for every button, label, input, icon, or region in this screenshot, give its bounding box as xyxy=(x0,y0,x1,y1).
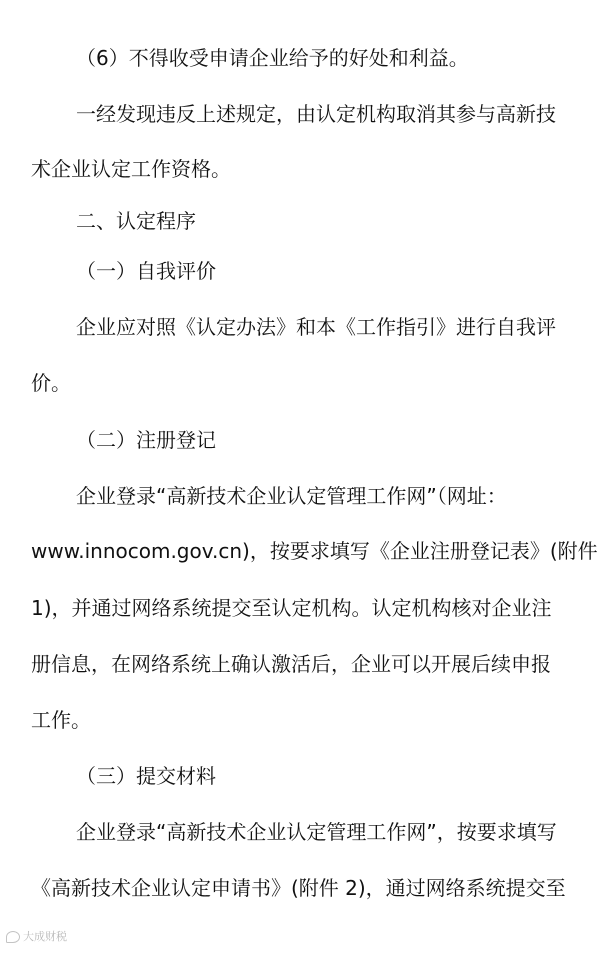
text-line: 册信息，在网络系统上确认激活后，企业可以开展后续申报 xyxy=(31,652,551,676)
text-line: 术企业认定工作资格。 xyxy=(31,157,231,181)
subsection-heading: （二）注册登记 xyxy=(76,428,216,452)
subsection-heading: （三）提交材料 xyxy=(76,764,216,788)
text-line: 工作。 xyxy=(31,708,91,732)
text-line: www.innocom.gov.cn)，按要求填写《企业注册登记表》(附件 xyxy=(31,539,598,563)
text-line: 企业登录“高新技术企业认定管理工作网”，按要求填写 xyxy=(76,820,557,844)
text-line: 价。 xyxy=(31,371,71,395)
watermark xyxy=(6,930,67,944)
subsection-heading: （一）自我评价 xyxy=(76,259,216,283)
text-line: 企业应对照《认定办法》和本《工作指引》进行自我评 xyxy=(76,315,556,339)
watermark-text: 大成财税 xyxy=(23,930,67,943)
text-line: （6）不得收受申请企业给予的好处和利益。 xyxy=(76,46,469,70)
text-line: 《高新技术企业认定申请书》(附件 2)，通过网络系统提交至 xyxy=(31,876,566,900)
text-line: 一经发现违反上述规定，由认定机构取消其参与高新技 xyxy=(76,102,556,126)
weibo-logo-icon xyxy=(6,931,20,943)
section-heading: 二、认定程序 xyxy=(76,209,196,233)
text-line: 企业登录“高新技术企业认定管理工作网”（网址： xyxy=(76,484,507,508)
text-line: 1)，并通过网络系统提交至认定机构。认定机构核对企业注 xyxy=(31,596,552,620)
